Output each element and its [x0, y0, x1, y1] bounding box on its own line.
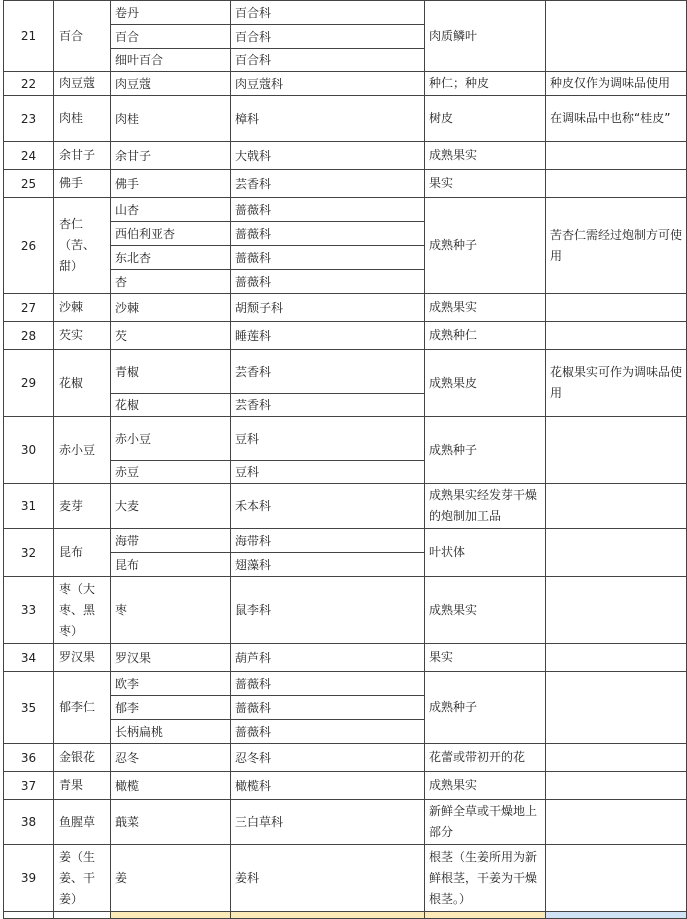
note-cell	[546, 672, 687, 744]
source-plant-cell: 余甘子	[111, 142, 231, 170]
empty-cell	[111, 912, 231, 919]
part-used-cell: 成熟果实	[425, 294, 546, 322]
row-number-cell: 28	[4, 322, 54, 350]
empty-cell	[231, 912, 425, 919]
note-cell	[546, 170, 687, 198]
source-plant-cell: 芡	[111, 322, 231, 350]
note-cell: 苦杏仁需经过炮制方可使用	[546, 198, 687, 294]
herb-name-cell: 百合	[54, 1, 111, 72]
row-number-cell: 32	[4, 529, 54, 577]
empty-cell	[546, 912, 687, 919]
source-plant-cell: 枣	[111, 577, 231, 644]
table-row	[4, 577, 687, 644]
family-cell: 樟科	[231, 96, 425, 142]
family-cell: 蔷薇科	[231, 222, 425, 246]
table-row	[4, 96, 687, 142]
source-plant-cell: 百合	[111, 25, 231, 49]
herb-name-cell: 麦芽	[54, 484, 111, 529]
family-cell: 蔷薇科	[231, 246, 425, 270]
source-plant-cell: 佛手	[111, 170, 231, 198]
note-cell	[546, 1, 687, 72]
part-used-cell: 树皮	[425, 96, 546, 142]
part-used-cell: 成熟果实	[425, 577, 546, 644]
table-row	[4, 322, 687, 350]
part-used-cell: 种仁；种皮	[425, 72, 546, 96]
herb-name-cell: 芡实	[54, 322, 111, 350]
source-plant-cell: 肉豆蔻	[111, 72, 231, 96]
family-cell: 姜科	[231, 845, 425, 912]
note-cell: 种皮仅作为调味品使用	[546, 72, 687, 96]
note-cell	[546, 484, 687, 529]
table-row-partial	[4, 912, 687, 919]
family-cell: 豆科	[231, 417, 425, 461]
family-cell: 蔷薇科	[231, 720, 425, 744]
family-cell: 百合科	[231, 49, 425, 72]
source-plant-cell: 昆布	[111, 553, 231, 577]
family-cell: 百合科	[231, 25, 425, 49]
note-cell	[546, 772, 687, 800]
source-plant-cell: 肉桂	[111, 96, 231, 142]
part-used-cell: 成熟种子	[425, 417, 546, 484]
herb-name-cell: 沙棘	[54, 294, 111, 322]
table-row	[4, 198, 687, 222]
row-number-cell: 23	[4, 96, 54, 142]
family-cell: 百合科	[231, 1, 425, 25]
family-cell: 芸香科	[231, 350, 425, 394]
herb-name-cell: 杏仁（苦、甜）	[54, 198, 111, 294]
family-cell: 禾本科	[231, 484, 425, 529]
note-cell	[546, 529, 687, 577]
source-plant-cell: 橄榄	[111, 772, 231, 800]
row-number-cell: 27	[4, 294, 54, 322]
empty-cell	[4, 912, 54, 919]
empty-cell	[54, 912, 111, 919]
family-cell: 橄榄科	[231, 772, 425, 800]
note-cell	[546, 577, 687, 644]
row-number-cell: 36	[4, 744, 54, 772]
source-plant-cell: 沙棘	[111, 294, 231, 322]
herb-name-cell: 余甘子	[54, 142, 111, 170]
part-used-cell: 果实	[425, 644, 546, 672]
part-used-cell: 叶状体	[425, 529, 546, 577]
herb-name-cell: 郁李仁	[54, 672, 111, 744]
herb-name-cell: 枣（大枣、黑枣）	[54, 577, 111, 644]
row-number-cell: 35	[4, 672, 54, 744]
part-used-cell: 成熟果实	[425, 142, 546, 170]
row-number-cell: 25	[4, 170, 54, 198]
family-cell: 蔷薇科	[231, 270, 425, 294]
part-used-cell: 果实	[425, 170, 546, 198]
family-cell: 翅藻科	[231, 553, 425, 577]
table-row	[4, 484, 687, 529]
herb-name-cell: 肉桂	[54, 96, 111, 142]
family-cell: 肉豆蔻科	[231, 72, 425, 96]
source-plant-cell: 卷丹	[111, 1, 231, 25]
table-row	[4, 1, 687, 25]
source-plant-cell: 青椒	[111, 350, 231, 394]
family-cell: 忍冬科	[231, 744, 425, 772]
family-cell: 芸香科	[231, 170, 425, 198]
row-number-cell: 34	[4, 644, 54, 672]
family-cell: 睡莲科	[231, 322, 425, 350]
family-cell: 芸香科	[231, 394, 425, 417]
note-cell: 花椒果实可作为调味品使用	[546, 350, 687, 417]
family-cell: 三白草科	[231, 800, 425, 845]
family-cell: 胡颓子科	[231, 294, 425, 322]
row-number-cell: 26	[4, 198, 54, 294]
note-cell: 在调味品中也称“桂皮”	[546, 96, 687, 142]
herb-name-cell: 肉豆蔻	[54, 72, 111, 96]
herb-name-cell: 金银花	[54, 744, 111, 772]
note-cell	[546, 644, 687, 672]
row-number-cell: 33	[4, 577, 54, 644]
source-plant-cell: 细叶百合	[111, 49, 231, 72]
note-cell	[546, 800, 687, 845]
herb-name-cell: 花椒	[54, 350, 111, 417]
part-used-cell: 成熟种仁	[425, 322, 546, 350]
source-plant-cell: 姜	[111, 845, 231, 912]
table-row	[4, 672, 687, 696]
source-plant-cell: 大麦	[111, 484, 231, 529]
row-number-cell: 37	[4, 772, 54, 800]
part-used-cell: 成熟果实	[425, 772, 546, 800]
part-used-cell: 新鲜全草或干燥地上部分	[425, 800, 546, 845]
note-cell	[546, 417, 687, 484]
herb-name-cell: 姜（生姜、干姜）	[54, 845, 111, 912]
family-cell: 大戟科	[231, 142, 425, 170]
table-row	[4, 417, 687, 461]
part-used-cell: 成熟种子	[425, 672, 546, 744]
part-used-cell: 花蕾或带初开的花	[425, 744, 546, 772]
source-plant-cell: 西伯利亚杏	[111, 222, 231, 246]
part-used-cell: 成熟种子	[425, 198, 546, 294]
source-plant-cell: 山杏	[111, 198, 231, 222]
herb-table-body	[4, 1, 687, 919]
source-plant-cell: 忍冬	[111, 744, 231, 772]
part-used-cell: 肉质鳞叶	[425, 1, 546, 72]
herb-name-cell: 青果	[54, 772, 111, 800]
source-plant-cell: 蕺菜	[111, 800, 231, 845]
part-used-cell: 成熟果皮	[425, 350, 546, 417]
table-row	[4, 294, 687, 322]
herb-name-cell: 赤小豆	[54, 417, 111, 484]
family-cell: 蔷薇科	[231, 672, 425, 696]
source-plant-cell: 花椒	[111, 394, 231, 417]
source-plant-cell: 赤小豆	[111, 417, 231, 461]
note-cell	[546, 845, 687, 912]
source-plant-cell: 杏	[111, 270, 231, 294]
family-cell: 海带科	[231, 529, 425, 553]
source-plant-cell: 赤豆	[111, 461, 231, 484]
row-number-cell: 22	[4, 72, 54, 96]
part-used-cell: 成熟果实经发芽干燥的炮制加工品	[425, 484, 546, 529]
source-plant-cell: 东北杏	[111, 246, 231, 270]
table-row	[4, 170, 687, 198]
herb-name-cell: 鱼腥草	[54, 800, 111, 845]
table-row	[4, 772, 687, 800]
note-cell	[546, 294, 687, 322]
source-plant-cell: 海带	[111, 529, 231, 553]
table-row	[4, 529, 687, 553]
row-number-cell: 29	[4, 350, 54, 417]
herb-name-cell: 罗汉果	[54, 644, 111, 672]
family-cell: 鼠李科	[231, 577, 425, 644]
table-row	[4, 744, 687, 772]
note-cell	[546, 142, 687, 170]
family-cell: 葫芦科	[231, 644, 425, 672]
herb-name-cell: 昆布	[54, 529, 111, 577]
table-row	[4, 72, 687, 96]
source-plant-cell: 郁李	[111, 696, 231, 720]
row-number-cell: 24	[4, 142, 54, 170]
herb-name-cell: 佛手	[54, 170, 111, 198]
row-number-cell: 30	[4, 417, 54, 484]
source-plant-cell: 长柄扁桃	[111, 720, 231, 744]
source-plant-cell: 欧李	[111, 672, 231, 696]
row-number-cell: 21	[4, 1, 54, 72]
empty-cell	[425, 912, 546, 919]
table-row	[4, 350, 687, 394]
table-row	[4, 800, 687, 845]
row-number-cell: 31	[4, 484, 54, 529]
part-used-cell: 根茎（生姜所用为新鲜根茎，干姜为干燥根茎。）	[425, 845, 546, 912]
table-row	[4, 644, 687, 672]
source-plant-cell: 罗汉果	[111, 644, 231, 672]
herb-table	[3, 0, 687, 919]
family-cell: 蔷薇科	[231, 696, 425, 720]
table-row	[4, 845, 687, 912]
note-cell	[546, 322, 687, 350]
table-row	[4, 142, 687, 170]
family-cell: 蔷薇科	[231, 198, 425, 222]
family-cell: 豆科	[231, 461, 425, 484]
note-cell	[546, 744, 687, 772]
row-number-cell: 38	[4, 800, 54, 845]
row-number-cell: 39	[4, 845, 54, 912]
